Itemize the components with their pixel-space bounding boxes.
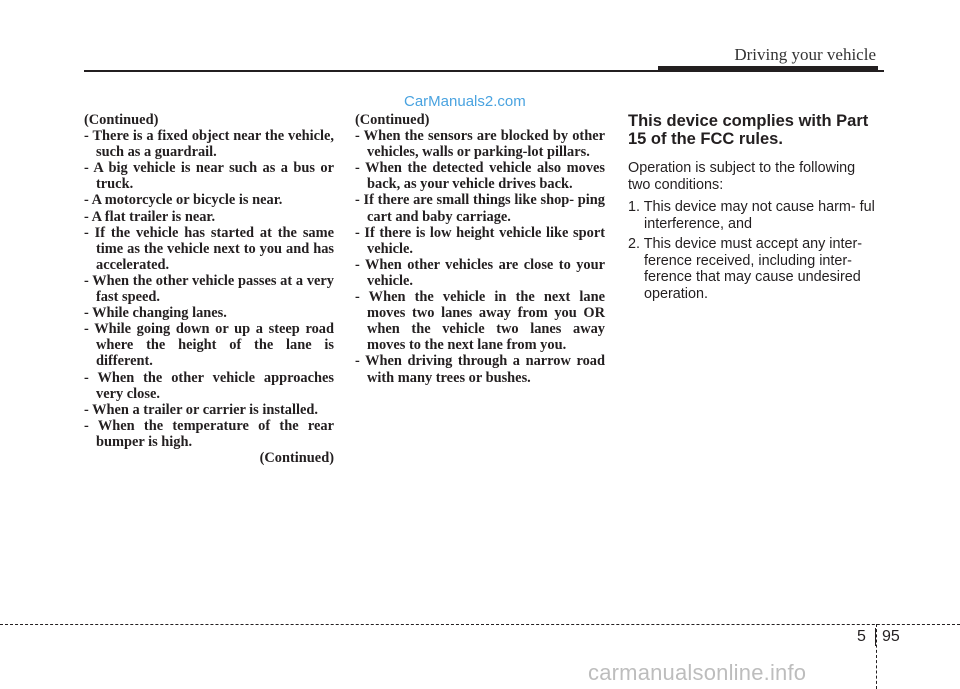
- fcc-conditions-list: [628, 199, 880, 302]
- section-title: Driving your vehicle: [734, 45, 876, 64]
- list-item: - If there are small things like shop- ping cart and baby carriage.: [355, 192, 605, 225]
- column-1-heading: (Continued): [84, 112, 159, 128]
- chapter-number: 5: [857, 628, 866, 645]
- list-item: - There is a fixed object near the vehicle, such as a guardrail.: [84, 128, 334, 161]
- column-1: [84, 112, 334, 466]
- watermark-bottom: carmanualsonline.info: [588, 660, 807, 685]
- footer-vertical-dash: [876, 624, 877, 689]
- list-item: - While changing lanes.: [84, 305, 227, 322]
- list-item: - If the vehicle has started at the same time as the vehicle next to you and has accelerated.: [84, 224, 334, 273]
- list-item: - When other vehicles are close to your vehicle.: [355, 256, 605, 289]
- header-rule-accent: [658, 66, 878, 72]
- list-item: 2. This device must accept any inter- ference received, including inter- ference that may cause undesired operation.: [628, 236, 863, 302]
- list-item: - When the vehicle in the next lane moves two lanes away from you OR when the vehicle two lanes away moves to the next lane from you.: [355, 289, 605, 354]
- list-item: - When the other vehicle passes at a very fast speed.: [84, 272, 334, 306]
- list-item: - When the temperature of the rear bumper is high.: [84, 417, 334, 450]
- fcc-intro: Operation is subject to the following two conditions:: [628, 160, 856, 193]
- column-2-list: [355, 128, 605, 386]
- list-item: - When the sensors are blocked by other vehicles, walls or parking-lot pillars.: [355, 128, 605, 161]
- list-item: - A motorcycle or bicycle is near.: [84, 192, 283, 209]
- list-item: - When driving through a narrow road with many trees or bushes.: [355, 353, 605, 386]
- list-item: - While going down or up a steep road where the height of the lane is different.: [84, 321, 334, 370]
- column-3: [628, 112, 880, 306]
- page-number: 95: [882, 628, 900, 645]
- continued-note: (Continued): [259, 449, 334, 466]
- list-item: - When the other vehicle approaches very close.: [84, 369, 334, 402]
- column-2-heading: (Continued): [355, 112, 430, 128]
- list-item: - When the detected vehicle also moves back, as your vehicle drives back.: [355, 160, 605, 193]
- watermark-top-link[interactable]: CarManuals2.com: [404, 93, 526, 110]
- column-1-list: [84, 128, 334, 450]
- list-item: - When a trailer or carrier is installed.: [84, 401, 318, 418]
- column-2: [355, 112, 605, 386]
- list-item: 1. This device may not cause harm- ful interference, and: [628, 199, 875, 232]
- list-item: - A flat trailer is near.: [84, 208, 216, 225]
- page-number-separator: [875, 628, 876, 646]
- fcc-heading: This device complies with Part 15 of the FCC rules.: [628, 112, 869, 148]
- list-item: - A big vehicle is near such as a bus or truck.: [84, 160, 334, 193]
- list-item: - If there is low height vehicle like sport vehicle.: [355, 224, 605, 257]
- footer-dashed-rule: [0, 624, 960, 625]
